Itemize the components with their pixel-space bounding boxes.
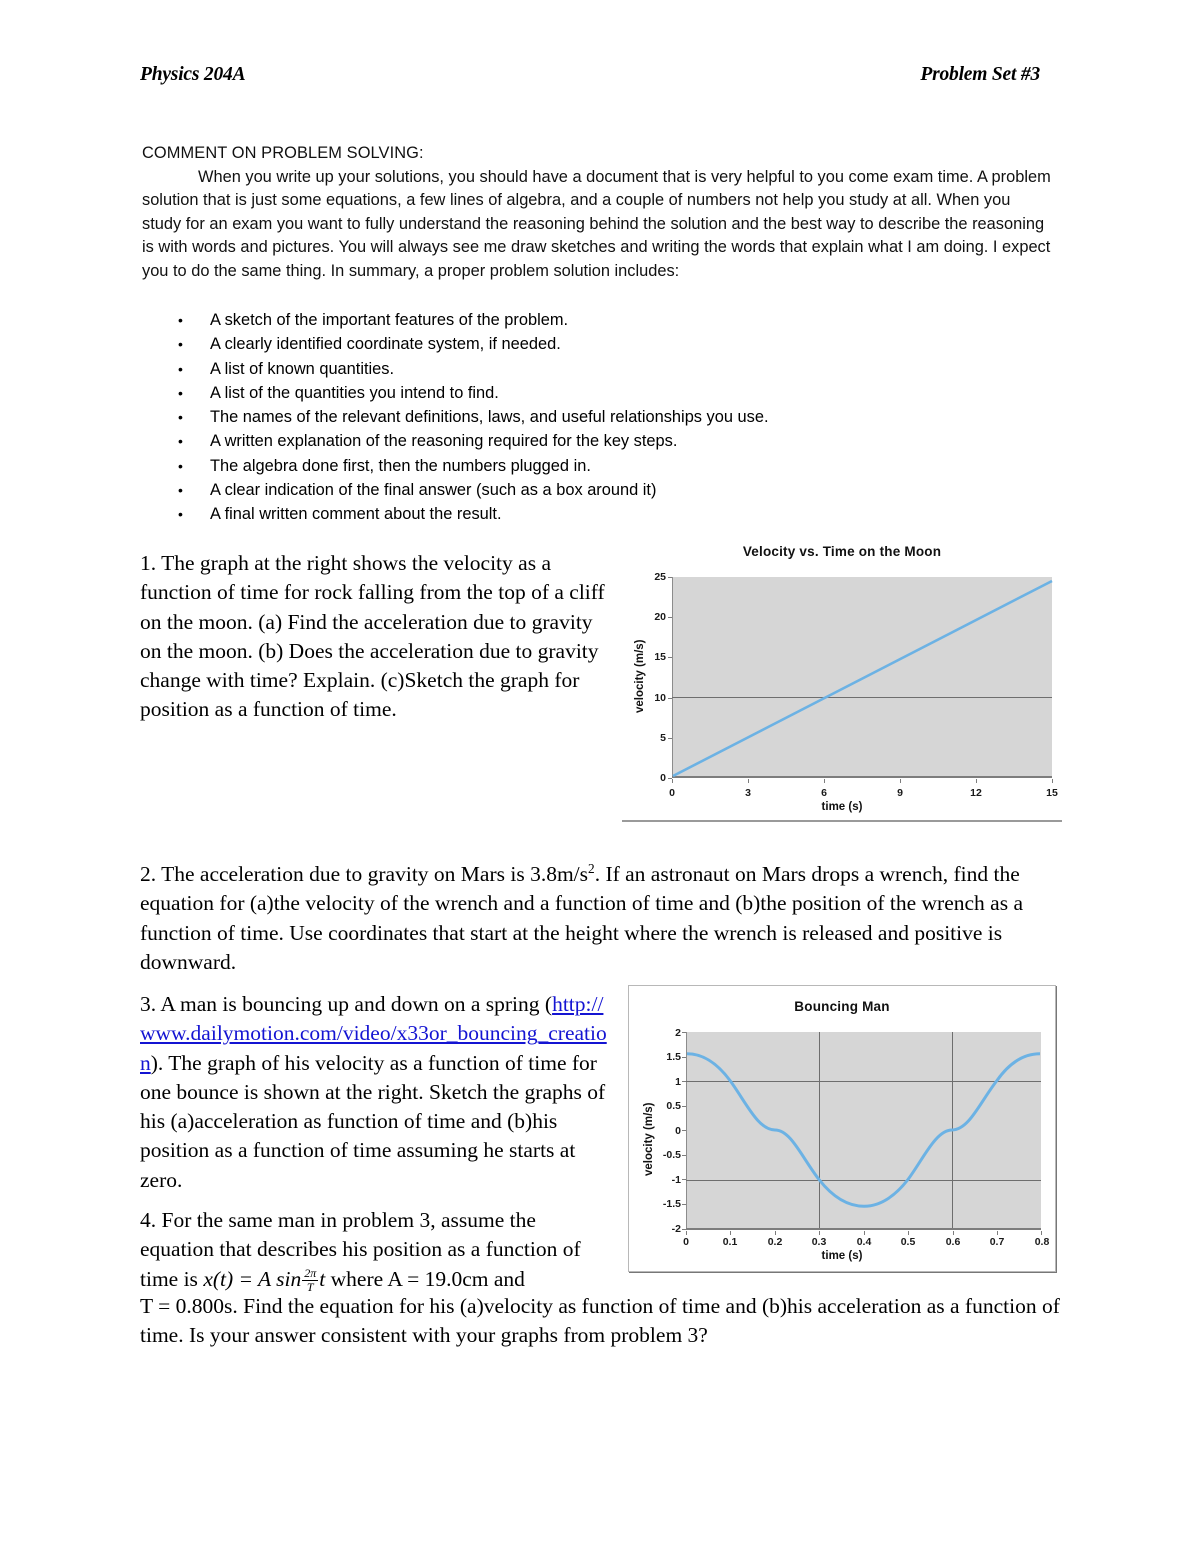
chart-2-ytick: -1.5 [662, 1198, 681, 1210]
chart-1-ytick: 0 [660, 772, 666, 784]
chart-2-ytick: 1.5 [666, 1051, 681, 1063]
chart-1-xtick: 3 [745, 787, 751, 799]
chart-2-xtick: 0 [683, 1236, 689, 1248]
chart-1-ytick: 5 [660, 732, 666, 744]
problem-4-equation [203, 1266, 326, 1294]
chart-2-ytick: 2 [675, 1027, 681, 1039]
assignment-title: Problem Set #3 [920, 64, 1040, 85]
chart-2-xtick: 0.8 [1034, 1236, 1050, 1248]
page-header [140, 64, 1040, 86]
chart-2-tick-mark [686, 1231, 687, 1235]
chart-1-xtick: 12 [970, 787, 982, 799]
bullet-icon: • [178, 336, 183, 353]
chart-1-xtick: 0 [669, 787, 675, 799]
chart-2-xtick: 0.4 [856, 1236, 872, 1248]
list-item [142, 381, 1054, 405]
chart-1-xtick: 6 [821, 787, 827, 799]
problem-2-text [140, 854, 1060, 977]
fraction-numerator: 2π [304, 1266, 317, 1281]
chart-2-tick-mark [997, 1231, 998, 1235]
equation-variable: t [319, 1266, 326, 1291]
comment-heading: COMMENT ON PROBLEM SOLVING: [142, 144, 424, 162]
chart-2-ytick: 0 [675, 1125, 681, 1137]
chart-bouncing-man [628, 985, 1056, 1272]
list-item-label: The algebra done first, then the numbers plugged in. [210, 456, 591, 475]
chart-1-tick-mark [900, 779, 901, 783]
bullet-icon: • [178, 360, 183, 377]
chart-1-plot-area [672, 577, 1052, 778]
comment-section [142, 142, 1054, 284]
chart-2-tick-mark [775, 1231, 776, 1235]
chart-2-ytick: -1 [671, 1174, 681, 1186]
chart-1-x-axis-label: time (s) [821, 801, 863, 813]
chart-1-ytick: 25 [654, 571, 666, 583]
chart-2-xtick: 0.2 [767, 1236, 783, 1248]
chart-1-tick-mark [748, 779, 749, 783]
chart-1-tick-mark [976, 779, 977, 783]
chart-2-x-axis-label: time (s) [821, 1250, 863, 1262]
chart-1-tick-mark [824, 779, 825, 783]
chart-1-ytick: 10 [654, 692, 666, 704]
problem-2-text-part2: . If an astronaut on Mars drops a wrench, find the equation for (a)the velocity of the wrench and a function of time and (b)the position of the wrench as a function of time. Use coordinates that start at the height where the wrench is released and positive is downward. [140, 862, 1023, 975]
dailymotion-link[interactable]: http://www.dailymotion.com/video/x33or_bouncing_creation [140, 992, 607, 1075]
chart-1-ytick: 20 [654, 611, 666, 623]
problem-3-text-part1: 3. A man is bouncing up and down on a spring ( [140, 992, 553, 1016]
list-item [142, 502, 1054, 526]
chart-2-tick-mark [953, 1231, 954, 1235]
chart-2-tick-mark [864, 1231, 865, 1235]
chart-1-title: Velocity vs. Time on the Moon [742, 544, 942, 559]
list-item-label: The names of the relevant definitions, laws, and useful relationships you use. [210, 408, 769, 427]
chart-1-tick-mark [672, 779, 673, 783]
chart-1-series-line [672, 577, 1052, 776]
problem-2-superscript: 2 [588, 861, 595, 876]
chart-velocity-vs-time-moon [622, 533, 1062, 822]
chart-2-ytick: -0.5 [662, 1149, 681, 1161]
chart-1-xtick: 15 [1046, 787, 1058, 799]
list-item [142, 357, 1054, 381]
list-item [142, 332, 1054, 356]
problem-1-text: 1. The graph at the right shows the velocity as a function of time for rock falling from the top of a cliff on the moon. (a) Find the acceleration due to gravity on the moon. (b) Does the acceleration due to gravity change with time? Explain. (c)Sketch the graph for position as a function of time. [140, 551, 605, 722]
chart-2-tick-mark [730, 1231, 731, 1235]
chart-1-xtick: 9 [897, 787, 903, 799]
list-item-label: A sketch of the important features of the problem. [210, 311, 569, 329]
chart-2-tick-mark [819, 1231, 820, 1235]
equation-lhs: x(t) = A sin [203, 1266, 302, 1291]
bullet-icon: • [178, 384, 183, 401]
chart-2-y-axis-label: velocity (m/s) [643, 1102, 655, 1176]
chart-2-ytick: -2 [671, 1223, 681, 1235]
course-title: Physics 204A [140, 64, 246, 85]
chart-2-xtick: 0.6 [945, 1236, 961, 1248]
equation-fraction [302, 1267, 318, 1293]
list-item-label: A clearly identified coordinate system, if needed. [210, 335, 561, 354]
chart-1-y-axis-label: velocity (m/s) [634, 639, 646, 713]
problem-2-text-part1: 2. The acceleration due to gravity on Mars is 3.8m/s [140, 862, 589, 887]
solution-requirements-list [142, 308, 1054, 527]
bullet-icon: • [178, 433, 183, 450]
list-item [142, 405, 1054, 429]
chart-1-ytick: 15 [654, 651, 666, 663]
list-item-label: A list of the quantities you intend to find. [210, 383, 499, 402]
bullet-icon: • [178, 409, 183, 426]
problem-4-text-part1: 4. For the same man in problem 3, assume the equation that describes his position as a function of time is [140, 1208, 581, 1291]
problem-4-text-continued: T = 0.800s. Find the equation for his (a)velocity as function of time and (b)his acceleration as a function of time. Is your answer consistent with your graphs from problem 3? [140, 1294, 1060, 1348]
chart-1-tick-mark [1052, 779, 1053, 783]
chart-2-xtick: 0.1 [722, 1236, 738, 1248]
chart-2-title: Bouncing Man [794, 999, 890, 1014]
chart-2-tick-mark [1041, 1231, 1042, 1235]
problem-3-text [140, 990, 610, 1195]
bullet-icon: • [178, 506, 183, 523]
list-item-label: A clear indication of the final answer (such as a box around it) [210, 481, 657, 500]
chart-2-series-line [686, 1032, 1041, 1228]
bullet-icon: • [178, 457, 183, 474]
list-item-label: A list of known quantities. [210, 359, 395, 378]
list-item [142, 308, 1054, 332]
chart-2-ytick: 0.5 [666, 1100, 681, 1112]
chart-2-xtick: 0.5 [900, 1236, 916, 1248]
bullet-icon: • [178, 482, 183, 499]
problem-3-text-part2: ). The graph of his velocity as a function of time for one bounce is shown at the right. Sketch the graphs of his (a)acceleration as function of time and (b)his position as a function of time assuming he starts at zero. [140, 1050, 606, 1192]
problem-4-text [140, 1206, 610, 1294]
list-item-label: A final written comment about the result. [210, 505, 502, 524]
list-item [142, 478, 1054, 502]
list-item [142, 429, 1054, 453]
fraction-denominator: T [302, 1280, 318, 1293]
chart-2-xtick: 0.7 [989, 1236, 1005, 1248]
list-item-label: A written explanation of the reasoning required for the key steps. [210, 432, 678, 451]
problem-4-text-part2: where A = 19.0cm and [325, 1266, 525, 1291]
chart-2-tick-mark [908, 1231, 909, 1235]
chart-2-xtick: 0.3 [811, 1236, 827, 1248]
bullet-icon: • [178, 312, 183, 328]
chart-2-plot-area [686, 1032, 1041, 1230]
list-item [142, 454, 1054, 478]
comment-paragraph: When you write up your solutions, you should have a document that is very helpful to you come exam time. A problem solution that is just some equations, a few lines of algebra, and a couple of numbers not help you study at all. When you study for an exam you want to fully understand the reasoning behind the solution and the best way to describe the reasoning is with words and pictures. You will always see me draw sketches and writing the words that explain what I am doing. I expect you to do the same thing. In summary, a proper problem solution includes: [142, 167, 1051, 280]
chart-2-ytick: 1 [675, 1076, 681, 1088]
